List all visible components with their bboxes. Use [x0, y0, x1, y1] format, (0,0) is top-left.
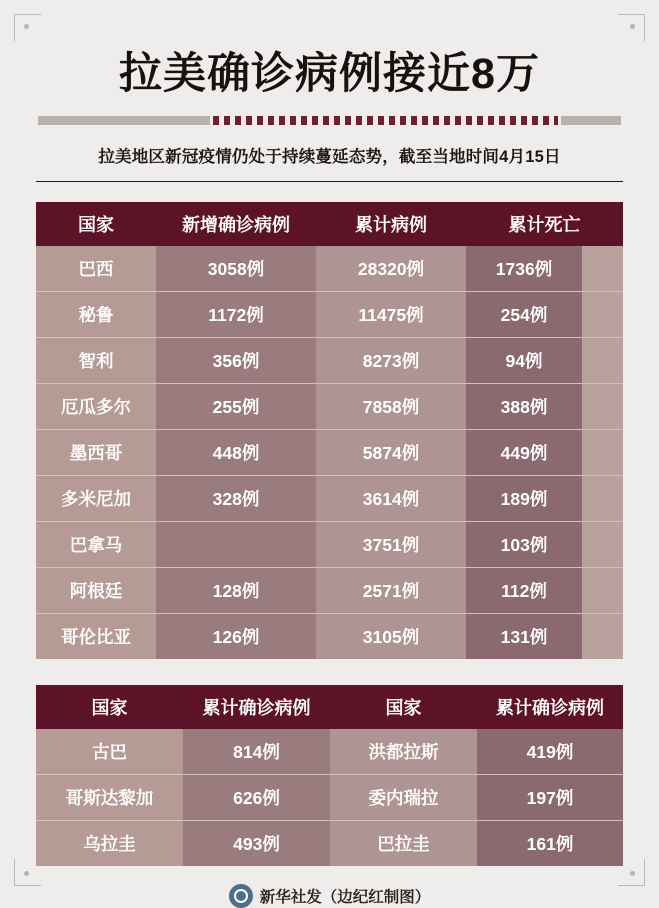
table-row [36, 430, 623, 476]
cell-country-a: 古巴 [36, 729, 183, 775]
xinhua-logo-icon [229, 884, 253, 908]
column-header-total-confirmed-a: 累计确诊病例 [183, 685, 330, 729]
table-row [36, 476, 623, 522]
cell-new-cases: 448例 [156, 430, 316, 476]
cell-country-a: 哥斯达黎加 [36, 775, 183, 821]
cell-deaths: 189例 [466, 476, 582, 522]
table-row [36, 338, 623, 384]
table-row [36, 522, 623, 568]
cell-cases-a: 493例 [183, 821, 330, 867]
cell-deaths: 254例 [466, 292, 582, 338]
cell-spacer [582, 568, 623, 614]
cell-country: 厄瓜多尔 [36, 384, 156, 430]
cell-total-cases: 11475例 [316, 292, 466, 338]
cell-new-cases: 356例 [156, 338, 316, 384]
main-data-table [36, 202, 623, 659]
table-row [36, 821, 623, 867]
cell-cases-b: 419例 [477, 729, 623, 775]
footer-credit-label: 新华社发（边纪红制图） [259, 889, 431, 907]
cell-total-cases: 3105例 [316, 614, 466, 660]
subtitle: 拉美地区新冠疫情仍处于持续蔓延态势，截至当地时间4月15日 [98, 148, 561, 167]
table-row [36, 614, 623, 660]
cell-country: 阿根廷 [36, 568, 156, 614]
cell-deaths: 103例 [466, 522, 582, 568]
cell-cases-a: 626例 [183, 775, 330, 821]
table-header-row [36, 202, 623, 246]
cell-deaths: 131例 [466, 614, 582, 660]
cell-country: 秘鲁 [36, 292, 156, 338]
cell-total-cases: 28320例 [316, 246, 466, 292]
cell-country-b: 巴拉圭 [330, 821, 477, 867]
divider-bar-left [38, 116, 210, 125]
cell-deaths: 449例 [466, 430, 582, 476]
column-header-country-b: 国家 [330, 685, 477, 729]
cell-country: 多米尼加 [36, 476, 156, 522]
corner-dot-top-right [630, 24, 635, 29]
cell-deaths: 1736例 [466, 246, 582, 292]
cell-country-b: 委内瑞拉 [330, 775, 477, 821]
horizontal-rule [36, 181, 623, 182]
cell-country-a: 乌拉圭 [36, 821, 183, 867]
cell-country: 巴西 [36, 246, 156, 292]
secondary-data-table [36, 685, 623, 866]
cell-total-cases: 5874例 [316, 430, 466, 476]
cell-cases-b: 161例 [477, 821, 623, 867]
column-header-new-cases: 新增确诊病例 [156, 202, 316, 246]
cell-cases-b: 197例 [477, 775, 623, 821]
cell-country: 巴拿马 [36, 522, 156, 568]
cell-spacer [582, 292, 623, 338]
cell-new-cases: 128例 [156, 568, 316, 614]
table-row [36, 246, 623, 292]
cell-deaths: 388例 [466, 384, 582, 430]
cell-new-cases: 328例 [156, 476, 316, 522]
corner-dot-top-left [24, 24, 29, 29]
divider-dashes [213, 116, 558, 125]
corner-dot-bottom-left [24, 871, 29, 876]
page-title: 拉美确诊病例接近8万 [119, 50, 540, 98]
cell-new-cases: 3058例 [156, 246, 316, 292]
cell-spacer [582, 614, 623, 660]
cell-deaths: 94例 [466, 338, 582, 384]
cell-deaths: 112例 [466, 568, 582, 614]
cell-total-cases: 3751例 [316, 522, 466, 568]
table-row [36, 775, 623, 821]
cell-new-cases: 126例 [156, 614, 316, 660]
cell-cases-a: 814例 [183, 729, 330, 775]
decorative-divider [38, 115, 621, 125]
cell-new-cases: 255例 [156, 384, 316, 430]
cell-country-b: 洪都拉斯 [330, 729, 477, 775]
cell-total-cases: 2571例 [316, 568, 466, 614]
cell-spacer [582, 476, 623, 522]
cell-spacer [582, 522, 623, 568]
cell-total-cases: 7858例 [316, 384, 466, 430]
corner-dot-bottom-right [630, 871, 635, 876]
table-row [36, 729, 623, 775]
column-header-country-a: 国家 [36, 685, 183, 729]
cell-spacer [582, 384, 623, 430]
column-header-deaths: 累计死亡 [466, 202, 623, 246]
table-row [36, 292, 623, 338]
poster-content [36, 32, 623, 908]
table-header-row [36, 685, 623, 729]
cell-country: 智利 [36, 338, 156, 384]
cell-spacer [582, 430, 623, 476]
table-row [36, 384, 623, 430]
cell-total-cases: 8273例 [316, 338, 466, 384]
column-header-total-confirmed-b: 累计确诊病例 [477, 685, 623, 729]
cell-new-cases [156, 522, 316, 568]
divider-bar-right [561, 116, 621, 125]
footer-credit [36, 884, 623, 908]
table-row [36, 568, 623, 614]
cell-total-cases: 3614例 [316, 476, 466, 522]
cell-spacer [582, 338, 623, 384]
column-header-country: 国家 [36, 202, 156, 246]
cell-country: 哥伦比亚 [36, 614, 156, 660]
cell-spacer [582, 246, 623, 292]
cell-country: 墨西哥 [36, 430, 156, 476]
column-header-total-cases: 累计病例 [316, 202, 466, 246]
cell-new-cases: 1172例 [156, 292, 316, 338]
